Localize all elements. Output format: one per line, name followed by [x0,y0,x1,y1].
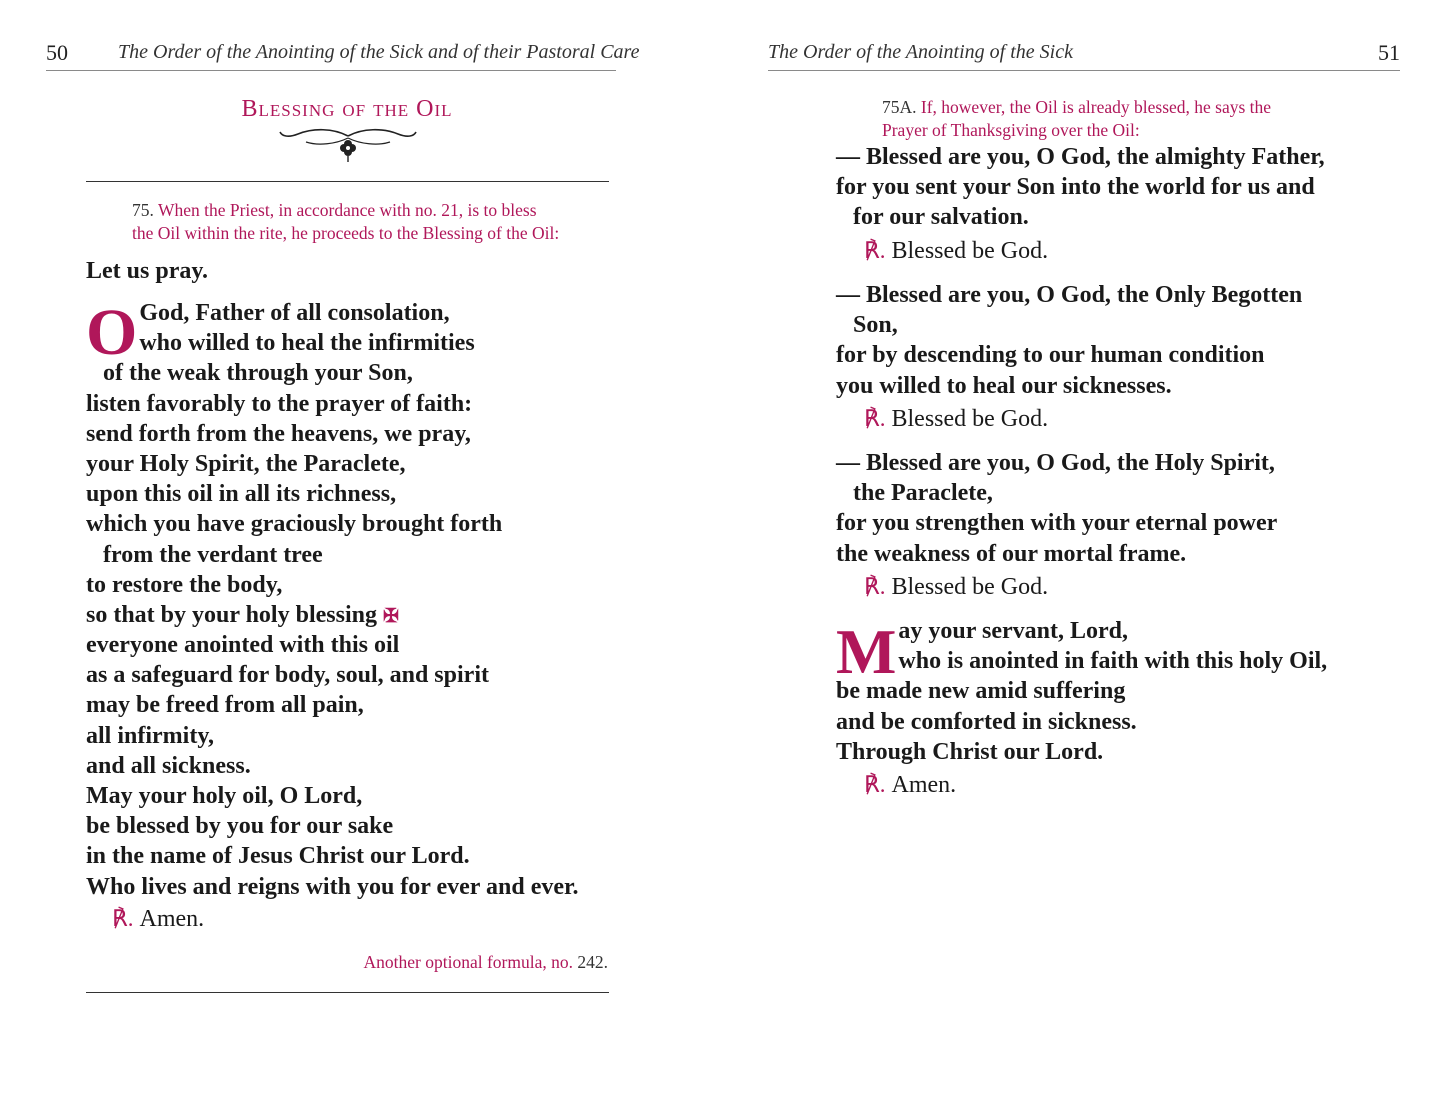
prayer-line: — Blessed are you, O God, the almighty Father, [836,144,1325,170]
prayer-line: in the name of Jesus Christ our Lord. [86,843,470,870]
prayer-line: who willed to heal the infirmities [139,330,475,357]
prayer-line: — Blessed are you, O God, the Holy Spirit, [836,450,1275,476]
response-symbol: ℟. [864,574,886,599]
prayer-line: — Blessed are you, O God, the Only Begotten [836,282,1303,308]
prayer-line: Who lives and reigns with you for ever and ever. [86,873,579,900]
prayer-line: the Paraclete, [853,480,993,507]
prayer-line: to restore the body, [86,571,283,598]
prayer-line-with-cross [86,600,626,630]
prayer-line: everyone anointed with this oil [86,632,400,659]
prayer-line: of the weak through your Son, [103,360,413,387]
prayer-line: be made new amid suffering [836,678,1126,705]
optional-formula-reference [86,952,608,973]
right-page [722,0,1445,1099]
blessing-father [836,142,1325,233]
prayer-line: your Holy Spirit, the Paraclete, [86,450,406,477]
prayer-line: ay your servant, Lord, [898,618,1128,644]
prayer-line: from the verdant tree [103,541,323,568]
final-prayer [836,616,1436,767]
rubric-line: If, however, the Oil is already blessed, he says the [920,97,1272,117]
drop-cap: M [836,616,897,687]
response-symbol: ℟. [864,238,886,263]
prayer-line: for our salvation. [853,204,1029,231]
prayer-line: May your holy oil, O Lord, [86,783,363,809]
page-number: 51 [1378,40,1400,65]
response-text: Amen. [891,772,957,798]
left-page-header [46,38,640,71]
prayer-line: you willed to heal our sicknesses. [836,372,1172,399]
rubric-75 [132,199,580,245]
rubric-number: 75A. [882,97,917,117]
left-page [0,0,722,1099]
response [864,772,956,799]
response-text: Blessed be God. [891,238,1049,264]
blessing-son [836,280,1302,401]
prayer-line: send forth from the heavens, we pray, [86,420,471,447]
prayer-line: may be freed from all pain, [86,692,364,719]
rubric-line: When the Priest, in accordance with no. 21, is to bless [157,200,537,220]
response-text: Blessed be God. [891,574,1049,600]
response-symbol: ℟. [112,906,134,931]
prayer-line: and be comforted in sickness. [836,708,1137,735]
prayer-line: for you strengthen with your eternal power [836,510,1278,537]
prayer-line: listen favorably to the prayer of faith: [86,390,473,417]
section-heading: Blessing of the Oil [241,96,453,122]
reference-text: Another optional formula, no. [363,952,573,972]
reference-number: 242. [577,952,608,972]
running-title: The Order of the Anointing of the Sick and of their Pastoral Care [118,41,640,63]
prayer-line: as a safeguard for body, soul, and spirit [86,662,489,689]
prayer-line: be blessed by you for our sake [86,813,394,840]
rubric-line: Prayer of Thanksgiving over the Oil: [882,120,1140,140]
running-title: The Order of the Anointing of the Sick [768,41,1073,63]
prayer-line: for you sent your Son into the world for us and [836,174,1315,201]
right-page-header [768,38,1400,71]
response [864,574,1048,601]
floral-scroll-ornament-icon [278,124,418,164]
prayer-line: and all sickness. [86,752,251,779]
rubric-line: the Oil within the rite, he proceeds to the Blessing of the Oil: [132,223,560,243]
response-text: Blessed be God. [891,406,1049,432]
page-number: 50 [46,40,68,65]
response-text: Amen. [139,906,205,932]
prayer-line: the weakness of our mortal frame. [836,540,1187,567]
prayer-line: upon this oil in all its richness, [86,481,397,508]
divider-rule [86,181,609,182]
invitation [86,256,208,286]
prayer-line: who is anointed in faith with this holy Oil, [898,648,1328,675]
blessing-prayer [86,298,626,902]
prayer-line: for by descending to our human condition [836,342,1265,369]
blessing-holy-spirit [836,448,1277,569]
response [864,406,1048,433]
prayer-line: God, Father of all consolation, [139,300,450,326]
response [864,238,1048,265]
rubric-75a [882,96,1332,142]
prayer-line: all infirmity, [86,722,214,749]
rubric-number: 75. [132,200,154,220]
response-symbol: ℟. [864,772,886,797]
divider-rule [86,992,609,993]
prayer-line: so that by your holy blessing [86,601,377,628]
response-symbol: ℟. [864,406,886,431]
response [112,906,204,933]
drop-cap: O [86,296,138,369]
invitation-text: Let us pray. [86,258,209,284]
cross-icon: ✠ [382,605,399,627]
prayer-line: which you have graciously brought forth [86,511,503,538]
prayer-line: Through Christ our Lord. [836,738,1104,765]
prayer-line: Son, [853,312,898,339]
